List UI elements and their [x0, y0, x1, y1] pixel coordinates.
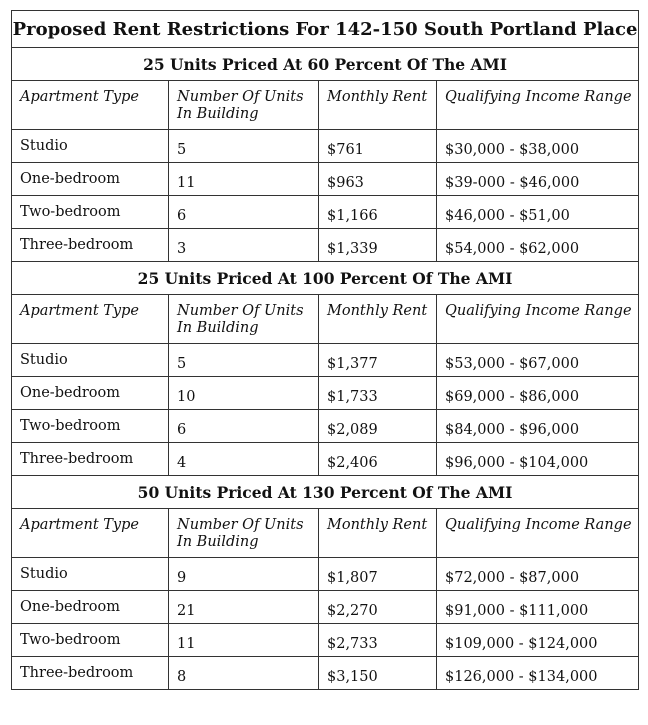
table-row: [12, 657, 639, 690]
cell-monthly-rent: $1,339: [319, 229, 437, 262]
table-row: [12, 624, 639, 657]
cell-number-of-units: 21: [169, 591, 319, 624]
header-apartment-type: Apartment Type: [12, 509, 169, 558]
cell-monthly-rent: $2,089: [319, 410, 437, 443]
cell-number-of-units: 9: [169, 558, 319, 591]
cell-apartment-type: One-bedroom: [12, 163, 169, 196]
cell-apartment-type: Studio: [12, 558, 169, 591]
header-income-range: Qualifying Income Range: [437, 295, 639, 344]
rent-restrictions-table: [11, 10, 639, 690]
table-row: [12, 196, 639, 229]
cell-number-of-units: 4: [169, 443, 319, 476]
cell-income-range: $30,000 - $38,000: [437, 130, 639, 163]
column-header-row: [12, 295, 639, 344]
cell-number-of-units: 10: [169, 377, 319, 410]
header-units-line1: Number Of Units: [177, 89, 304, 105]
section-heading: 25 Units Priced At 60 Percent Of The AMI: [12, 48, 639, 81]
header-income-range: Qualifying Income Range: [437, 81, 639, 130]
cell-monthly-rent: $2,270: [319, 591, 437, 624]
cell-number-of-units: 6: [169, 196, 319, 229]
cell-income-range: $126,000 - $134,000: [437, 657, 639, 690]
header-units-line2: In Building: [177, 320, 259, 336]
header-number-of-units: [169, 295, 319, 344]
section-heading: 50 Units Priced At 130 Percent Of The AMI: [12, 476, 639, 509]
cell-apartment-type: Two-bedroom: [12, 624, 169, 657]
cell-monthly-rent: $2,733: [319, 624, 437, 657]
header-monthly-rent: Monthly Rent: [319, 81, 437, 130]
section-heading-row: [12, 48, 639, 81]
table-row: [12, 410, 639, 443]
column-header-row: [12, 509, 639, 558]
cell-number-of-units: 8: [169, 657, 319, 690]
table-row: [12, 591, 639, 624]
cell-income-range: $53,000 - $67,000: [437, 344, 639, 377]
cell-monthly-rent: $761: [319, 130, 437, 163]
header-number-of-units: [169, 81, 319, 130]
cell-income-range: $109,000 - $124,000: [437, 624, 639, 657]
cell-apartment-type: Three-bedroom: [12, 657, 169, 690]
cell-number-of-units: 6: [169, 410, 319, 443]
cell-income-range: $96,000 - $104,000: [437, 443, 639, 476]
cell-apartment-type: Two-bedroom: [12, 410, 169, 443]
cell-income-range: $91,000 - $111,000: [437, 591, 639, 624]
header-monthly-rent: Monthly Rent: [319, 295, 437, 344]
header-apartment-type: Apartment Type: [12, 81, 169, 130]
cell-apartment-type: Two-bedroom: [12, 196, 169, 229]
table-row: [12, 163, 639, 196]
cell-income-range: $69,000 - $86,000: [437, 377, 639, 410]
cell-monthly-rent: $1,733: [319, 377, 437, 410]
cell-income-range: $72,000 - $87,000: [437, 558, 639, 591]
cell-income-range: $39-000 - $46,000: [437, 163, 639, 196]
table-title: Proposed Rent Restrictions For 142-150 South Portland Place: [12, 11, 639, 48]
cell-monthly-rent: $1,166: [319, 196, 437, 229]
cell-income-range: $84,000 - $96,000: [437, 410, 639, 443]
table-row: [12, 558, 639, 591]
header-units-line1: Number Of Units: [177, 517, 304, 533]
cell-number-of-units: 3: [169, 229, 319, 262]
cell-apartment-type: One-bedroom: [12, 377, 169, 410]
section-heading-row: [12, 476, 639, 509]
section-heading: 25 Units Priced At 100 Percent Of The AMI: [12, 262, 639, 295]
cell-number-of-units: 11: [169, 163, 319, 196]
cell-number-of-units: 5: [169, 130, 319, 163]
cell-apartment-type: One-bedroom: [12, 591, 169, 624]
table-row: [12, 443, 639, 476]
section-heading-row: [12, 262, 639, 295]
cell-income-range: $54,000 - $62,000: [437, 229, 639, 262]
cell-monthly-rent: $1,807: [319, 558, 437, 591]
cell-income-range: $46,000 - $51,00: [437, 196, 639, 229]
table-row: [12, 377, 639, 410]
table-row: [12, 229, 639, 262]
cell-monthly-rent: $3,150: [319, 657, 437, 690]
header-monthly-rent: Monthly Rent: [319, 509, 437, 558]
cell-apartment-type: Studio: [12, 344, 169, 377]
cell-apartment-type: Three-bedroom: [12, 229, 169, 262]
cell-number-of-units: 11: [169, 624, 319, 657]
column-header-row: [12, 81, 639, 130]
header-apartment-type: Apartment Type: [12, 295, 169, 344]
cell-monthly-rent: $2,406: [319, 443, 437, 476]
title-row: [12, 11, 639, 48]
table-row: [12, 130, 639, 163]
cell-apartment-type: Three-bedroom: [12, 443, 169, 476]
cell-monthly-rent: $1,377: [319, 344, 437, 377]
table-body: [12, 11, 639, 690]
header-units-line2: In Building: [177, 534, 259, 550]
table-row: [12, 344, 639, 377]
header-units-line2: In Building: [177, 106, 259, 122]
cell-number-of-units: 5: [169, 344, 319, 377]
cell-monthly-rent: $963: [319, 163, 437, 196]
header-income-range: Qualifying Income Range: [437, 509, 639, 558]
header-units-line1: Number Of Units: [177, 303, 304, 319]
header-number-of-units: [169, 509, 319, 558]
cell-apartment-type: Studio: [12, 130, 169, 163]
